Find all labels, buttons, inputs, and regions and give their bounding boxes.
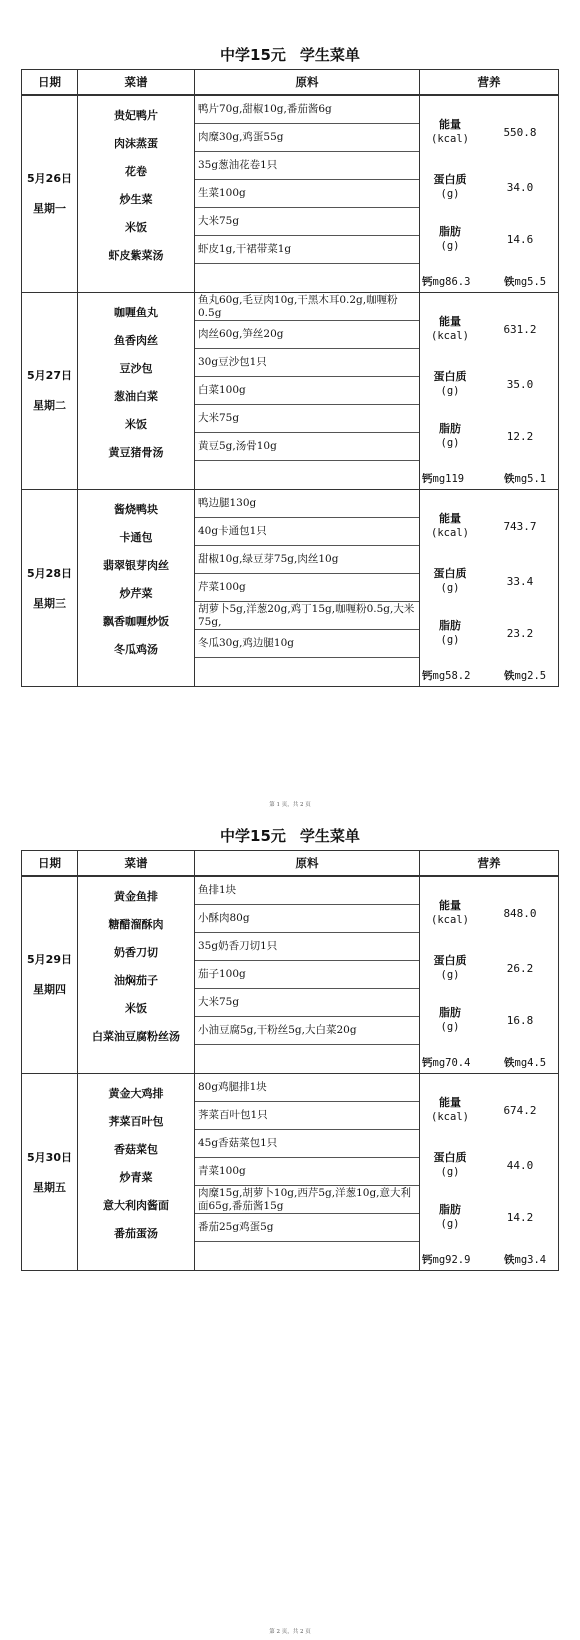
ingredient-row	[195, 461, 419, 490]
ingredient-row	[195, 630, 419, 658]
ingredient-row	[195, 180, 419, 208]
fat-name: 脂肪	[439, 1006, 461, 1019]
dish-name: 葱油白菜	[114, 390, 158, 403]
ingredient-text: 番茄25g鸡蛋5g	[198, 1221, 274, 1233]
day-date: 5月27日	[27, 369, 72, 382]
dish-name: 油焖茄子	[114, 974, 158, 987]
protein-unit: (g)	[440, 188, 460, 200]
ingredient-text: 大米75g	[198, 215, 240, 227]
page-footer: 第 1 页，共 2 页	[269, 802, 311, 808]
calcium-amount: mg92.9	[432, 1254, 471, 1266]
energy-unit: (kcal)	[431, 914, 469, 926]
calcium-amount: mg58.2	[432, 670, 471, 682]
energy-unit: (kcal)	[431, 1111, 469, 1123]
ingredient-text: 小油豆腐5g,干粉丝5g,大白菜20g	[198, 1024, 357, 1036]
iron-amount: mg4.5	[514, 1057, 547, 1069]
protein-value: 34.0	[506, 181, 534, 194]
menu-school: 中学15元	[220, 46, 286, 64]
ingredient-row	[195, 293, 419, 321]
dish-name: 卡通包	[119, 531, 153, 544]
dish-name: 黄豆猪骨汤	[108, 446, 164, 459]
iron-label: 铁	[504, 1057, 515, 1069]
energy-value: 550.8	[503, 126, 537, 139]
day-weekday: 星期五	[33, 1180, 66, 1194]
iron-value	[504, 1253, 546, 1267]
ingredient-row	[195, 1186, 419, 1214]
ingredient-row	[195, 1102, 419, 1130]
energy-name: 能量	[439, 899, 461, 912]
ingredient-text: 冬瓜30g,鸡边腿10g	[198, 637, 295, 649]
day-date-cell	[22, 1074, 77, 1271]
ingredient-row	[195, 321, 419, 349]
day-block	[22, 96, 558, 293]
dish-name: 贵妃鸭片	[114, 109, 158, 122]
table-header	[22, 70, 558, 96]
ingredient-row	[195, 1045, 419, 1074]
ingredient-row	[195, 1074, 419, 1102]
dish-name: 糖醋溜酥肉	[108, 918, 164, 931]
calcium-value	[422, 275, 470, 289]
energy-value: 631.2	[503, 323, 537, 336]
iron-amount: mg3.4	[514, 1254, 547, 1266]
calcium-value	[422, 669, 470, 683]
ingredient-text: 大米75g	[198, 996, 240, 1008]
ingredient-row	[195, 1130, 419, 1158]
protein-unit: (g)	[440, 1166, 460, 1178]
ingredient-row	[195, 877, 419, 905]
calcium-label: 钙	[422, 1057, 433, 1069]
fat-value: 14.6	[506, 233, 534, 246]
ingredient-text: 白菜100g	[198, 384, 246, 396]
fat-label	[421, 619, 479, 647]
iron-amount: mg5.1	[514, 473, 547, 485]
ingredient-row	[195, 989, 419, 1017]
energy-label	[421, 1096, 479, 1124]
calcium-label: 钙	[422, 473, 433, 485]
day-date-cell	[22, 96, 77, 292]
protein-label	[421, 370, 479, 398]
menu-table	[21, 69, 559, 687]
day-weekday: 星期一	[33, 202, 66, 215]
menu-name: 学生菜单	[299, 827, 360, 845]
protein-name: 蛋白质	[433, 173, 467, 186]
fat-label	[421, 1006, 479, 1034]
fat-name: 脂肪	[439, 1203, 461, 1216]
dish-name: 白菜油豆腐粉丝汤	[92, 1030, 180, 1043]
fat-label	[421, 225, 479, 253]
protein-name: 蛋白质	[433, 1151, 467, 1164]
ingredient-text: 大米75g	[198, 412, 240, 424]
ingredient-row	[195, 905, 419, 933]
protein-value: 33.4	[506, 575, 534, 588]
header-menu: 菜谱	[124, 75, 148, 89]
fat-name: 脂肪	[439, 422, 461, 435]
ingredient-text: 鸭边腿130g	[198, 497, 257, 509]
header-nutrition: 营养	[477, 75, 501, 89]
day-date-cell	[22, 293, 77, 489]
menu-table	[21, 850, 559, 1271]
energy-name: 能量	[439, 512, 461, 525]
ingredient-row	[195, 1158, 419, 1186]
ingredient-text: 鱼排1块	[198, 884, 237, 896]
ingredient-row	[195, 405, 419, 433]
fat-label	[421, 1203, 479, 1231]
dish-name: 翡翠银芽肉丝	[103, 559, 169, 572]
ingredient-text: 黄豆5g,汤骨10g	[198, 440, 277, 452]
ingredient-row	[195, 574, 419, 602]
fat-unit: (g)	[440, 240, 460, 252]
dish-name: 炒青菜	[119, 1171, 153, 1184]
header-date: 日期	[38, 856, 61, 870]
iron-value	[504, 669, 546, 683]
ingredient-row	[195, 490, 419, 518]
ingredient-text: 芹菜100g	[198, 581, 246, 593]
fat-value: 12.2	[506, 430, 534, 443]
protein-unit: (g)	[440, 969, 460, 981]
calcium-value	[422, 472, 464, 486]
ingredient-text: 青菜100g	[198, 1165, 246, 1177]
dish-name: 虾皮紫菜汤	[108, 249, 164, 262]
energy-unit: (kcal)	[431, 527, 469, 539]
fat-label	[421, 422, 479, 450]
ingredient-text: 40g卡通包1只	[198, 525, 267, 537]
ingredient-row	[195, 377, 419, 405]
protein-unit: (g)	[440, 582, 460, 594]
calcium-value	[422, 1253, 470, 1267]
energy-name: 能量	[439, 118, 461, 131]
dish-name: 荠菜百叶包	[108, 1115, 164, 1128]
day-date-cell	[22, 490, 77, 687]
energy-label	[421, 118, 479, 146]
protein-label	[421, 173, 479, 201]
protein-name: 蛋白质	[433, 567, 467, 580]
iron-label: 铁	[504, 670, 515, 682]
protein-label	[421, 954, 479, 982]
ingredient-text: 小酥肉80g	[198, 912, 250, 924]
ingredient-text: 肉丝60g,笋丝20g	[198, 328, 284, 340]
day-block	[22, 490, 558, 687]
day-weekday: 星期三	[33, 596, 66, 610]
dish-name: 炒生菜	[119, 193, 153, 206]
ingredient-row	[195, 124, 419, 152]
ingredient-text: 30g豆沙包1只	[198, 356, 267, 368]
fat-unit: (g)	[440, 437, 460, 449]
dish-name: 冬瓜鸡汤	[114, 643, 158, 656]
dish-name: 飘香咖喱炒饭	[103, 615, 169, 628]
ingredient-text: 45g香菇菜包1只	[198, 1137, 278, 1149]
energy-value: 743.7	[503, 520, 537, 533]
ingredient-row	[195, 933, 419, 961]
ingredient-row	[195, 349, 419, 377]
ingredient-row	[195, 152, 419, 180]
day-date: 5月30日	[27, 1150, 72, 1164]
ingredient-row	[195, 602, 419, 630]
day-date: 5月26日	[27, 172, 72, 185]
ingredient-text: 荠菜百叶包1只	[198, 1109, 268, 1121]
ingredient-text: 鱼丸60g,毛豆肉10g,干黑木耳0.2g,咖喱粉0.5g	[198, 294, 398, 319]
energy-unit: (kcal)	[431, 133, 469, 145]
protein-name: 蛋白质	[433, 954, 467, 967]
energy-unit: (kcal)	[431, 330, 469, 342]
ingredient-row	[195, 1214, 419, 1242]
calcium-amount: mg119	[432, 473, 465, 485]
calcium-amount: mg86.3	[432, 276, 471, 288]
ingredient-row	[195, 1242, 419, 1271]
ingredient-text: 甜椒10g,绿豆芽75g,肉丝10g	[198, 553, 339, 565]
calcium-label: 钙	[422, 1254, 433, 1266]
ingredient-text: 茄子100g	[198, 968, 246, 980]
dish-name: 香菇菜包	[114, 1143, 158, 1156]
energy-label	[421, 899, 479, 927]
ingredient-text: 胡萝卜5g,洋葱20g,鸡丁15g,咖喱粉0.5g,大米75g,	[198, 603, 415, 628]
fat-name: 脂肪	[439, 619, 461, 632]
energy-label	[421, 512, 479, 540]
calcium-amount: mg70.4	[432, 1057, 471, 1069]
dish-name: 咖喱鱼丸	[114, 306, 158, 319]
day-date-cell	[22, 877, 77, 1073]
ingredient-text: 80g鸡腿排1块	[198, 1081, 267, 1093]
protein-value: 26.2	[506, 962, 534, 975]
page-footer: 第 2 页，共 2 页	[269, 1629, 311, 1635]
day-block	[22, 1074, 558, 1271]
fat-unit: (g)	[440, 634, 460, 646]
ingredient-row	[195, 518, 419, 546]
iron-label: 铁	[504, 473, 515, 485]
calcium-value	[422, 1056, 470, 1070]
dish-name: 鱼香肉丝	[114, 334, 158, 347]
ingredient-text: 虾皮1g,干裙带菜1g	[198, 243, 292, 255]
page-title	[0, 825, 580, 846]
day-date: 5月28日	[27, 566, 72, 580]
calcium-label: 钙	[422, 670, 433, 682]
fat-unit: (g)	[440, 1218, 460, 1230]
day-block	[22, 877, 558, 1074]
ingredient-text: 肉糜15g,胡萝卜10g,西芹5g,洋葱10g,意大利面65g,番茄酱15g	[198, 1187, 411, 1212]
dish-name: 酱烧鸭块	[114, 503, 158, 516]
header-menu: 菜谱	[124, 856, 148, 870]
fat-name: 脂肪	[439, 225, 461, 238]
iron-label: 铁	[504, 1254, 515, 1266]
calcium-label: 钙	[422, 276, 433, 288]
energy-label	[421, 315, 479, 343]
dish-name: 米饭	[125, 221, 147, 234]
iron-value	[504, 472, 546, 486]
dish-name: 米饭	[125, 1002, 147, 1015]
header-ingredients: 原料	[295, 856, 319, 870]
ingredient-text: 35g奶香刀切1只	[198, 940, 278, 952]
ingredient-text: 生菜100g	[198, 187, 246, 199]
ingredient-row	[195, 1017, 419, 1045]
protein-name: 蛋白质	[433, 370, 467, 383]
dish-name: 番茄蛋汤	[114, 1227, 158, 1240]
dish-name: 黄金鱼排	[114, 890, 158, 903]
iron-label: 铁	[504, 276, 515, 288]
dish-name: 米饭	[125, 418, 147, 431]
day-block	[22, 293, 558, 490]
dish-name: 豆沙包	[119, 362, 153, 375]
ingredient-row	[195, 961, 419, 989]
ingredient-row	[195, 433, 419, 461]
day-weekday: 星期四	[33, 983, 66, 996]
energy-value: 848.0	[503, 907, 537, 920]
fat-value: 23.2	[506, 627, 534, 640]
dish-name: 肉沫蒸蛋	[114, 137, 158, 150]
header-ingredients: 原料	[295, 75, 319, 89]
dish-name: 黄金大鸡排	[108, 1087, 164, 1100]
ingredient-row	[195, 264, 419, 293]
iron-value	[504, 1056, 546, 1070]
energy-value: 674.2	[503, 1104, 537, 1117]
protein-label	[421, 567, 479, 595]
ingredient-row	[195, 236, 419, 264]
protein-label	[421, 1151, 479, 1179]
protein-value: 44.0	[506, 1159, 534, 1172]
ingredient-text: 鸭片70g,甜椒10g,番茄酱6g	[198, 103, 332, 115]
protein-value: 35.0	[506, 378, 534, 391]
menu-name: 学生菜单	[299, 46, 360, 64]
fat-value: 16.8	[506, 1014, 534, 1027]
iron-value	[504, 275, 546, 289]
day-weekday: 星期二	[33, 399, 66, 412]
ingredient-text: 35g葱油花卷1只	[198, 159, 278, 171]
header-date: 日期	[38, 75, 61, 89]
header-nutrition: 营养	[477, 856, 501, 870]
ingredient-row	[195, 658, 419, 687]
fat-unit: (g)	[440, 1021, 460, 1033]
energy-name: 能量	[439, 315, 461, 328]
page-title	[0, 44, 580, 65]
dish-name: 炒芹菜	[119, 587, 153, 600]
table-header	[22, 851, 558, 877]
ingredient-text: 肉糜30g,鸡蛋55g	[198, 131, 284, 143]
ingredient-row	[195, 546, 419, 574]
energy-name: 能量	[439, 1096, 461, 1109]
dish-name: 奶香刀切	[114, 946, 158, 959]
iron-amount: mg2.5	[514, 670, 547, 682]
day-date: 5月29日	[27, 953, 72, 966]
dish-name: 意大利肉酱面	[103, 1199, 169, 1212]
ingredient-row	[195, 96, 419, 124]
ingredient-row	[195, 208, 419, 236]
dish-name: 花卷	[125, 165, 147, 178]
fat-value: 14.2	[506, 1211, 534, 1224]
protein-unit: (g)	[440, 385, 460, 397]
menu-school: 中学15元	[220, 827, 286, 845]
iron-amount: mg5.5	[514, 276, 547, 288]
